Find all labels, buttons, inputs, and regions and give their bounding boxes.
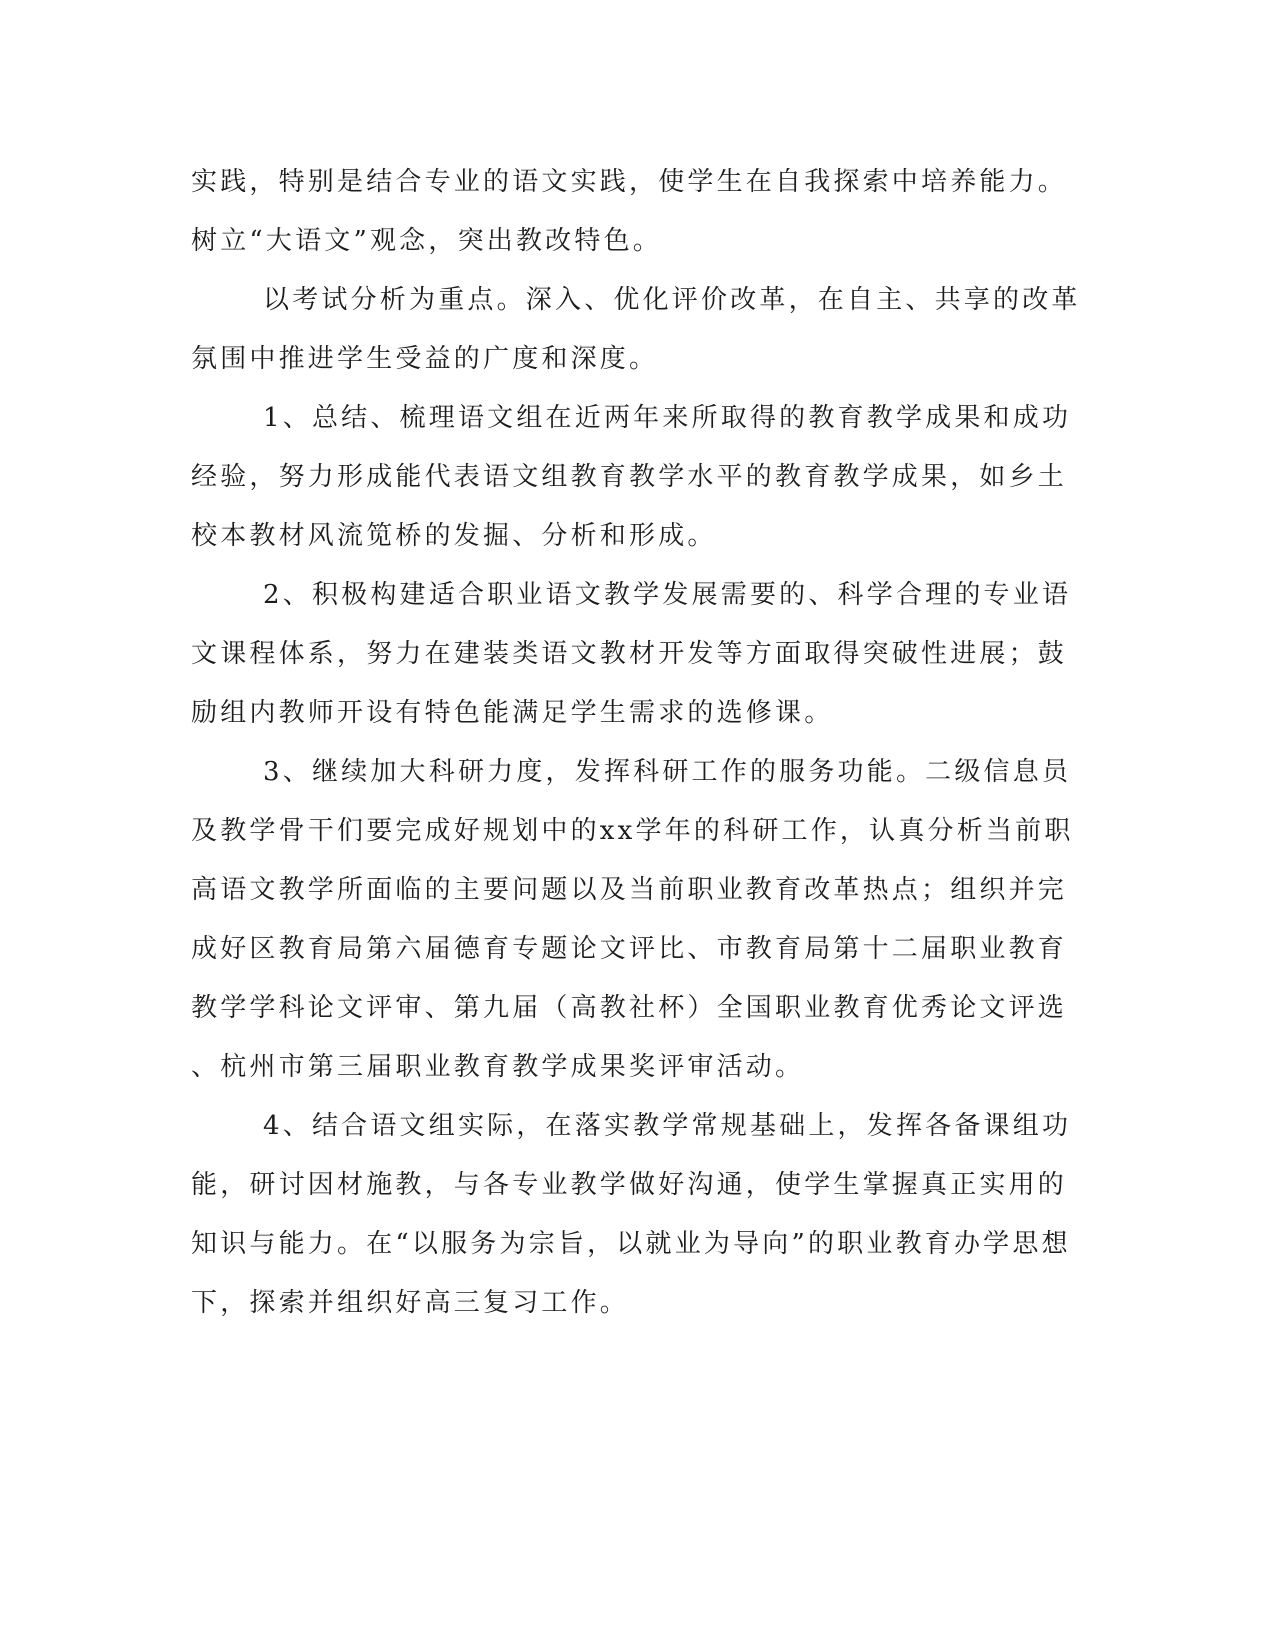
paragraph-line: 实践，特别是结合专业的语文实践，使学生在自我探索中培养能力。 [191, 167, 1068, 197]
paragraph-line: 经验，努力形成能代表语文组教育教学水平的教育教学成果，如乡土 [191, 462, 1068, 492]
paragraph-line: 树立“大语文”观念，突出教改特色。 [191, 226, 662, 256]
paragraph-line: 、杭州市第三届职业教育教学成果奖评审活动。 [191, 1052, 805, 1082]
paragraph-line: 氛围中推进学生受益的广度和深度。 [191, 344, 659, 374]
paragraph-line: 及教学骨干们要完成好规划中的xx学年的科研工作，认真分析当前职 [191, 816, 1074, 846]
paragraph-line: 3、继续加大科研力度，发挥科研工作的服务功能。二级信息员 [263, 757, 1072, 787]
paragraph-line: 下，探索并组织好高三复习工作。 [191, 1288, 630, 1318]
paragraph-line: 知识与能力。在“以服务为宗旨，以就业为导向”的职业教育办学思想 [191, 1229, 1071, 1259]
paragraph-line: 2、积极构建适合职业语文教学发展需要的、科学合理的专业语 [263, 580, 1072, 610]
paragraph-line: 以考试分析为重点。深入、优化评价改革，在自主、共享的改革 [263, 285, 1081, 315]
paragraph-line: 1、总结、梳理语文组在近两年来所取得的教育教学成果和成功 [263, 403, 1072, 433]
paragraph-line: 高语文教学所面临的主要问题以及当前职业教育改革热点；组织并完 [191, 875, 1068, 905]
paragraph-line: 4、结合语文组实际，在落实教学常规基础上，发挥各备课组功 [263, 1111, 1072, 1141]
paragraph-line: 励组内教师开设有特色能满足学生需求的选修课。 [191, 698, 834, 728]
paragraph-line: 校本教材风流笕桥的发掘、分析和形成。 [191, 521, 717, 551]
paragraph-line: 成好区教育局第六届德育专题论文评比、市教育局第十二届职业教育 [191, 934, 1068, 964]
paragraph-line: 教学学科论文评审、第九届（高教社杯）全国职业教育优秀论文评选 [191, 993, 1068, 1023]
paragraph-line: 能，研讨因材施教，与各专业教学做好沟通，使学生掌握真正实用的 [191, 1170, 1068, 1200]
paragraph-line: 文课程体系，努力在建装类语文教材开发等方面取得突破性进展；鼓 [191, 639, 1068, 669]
